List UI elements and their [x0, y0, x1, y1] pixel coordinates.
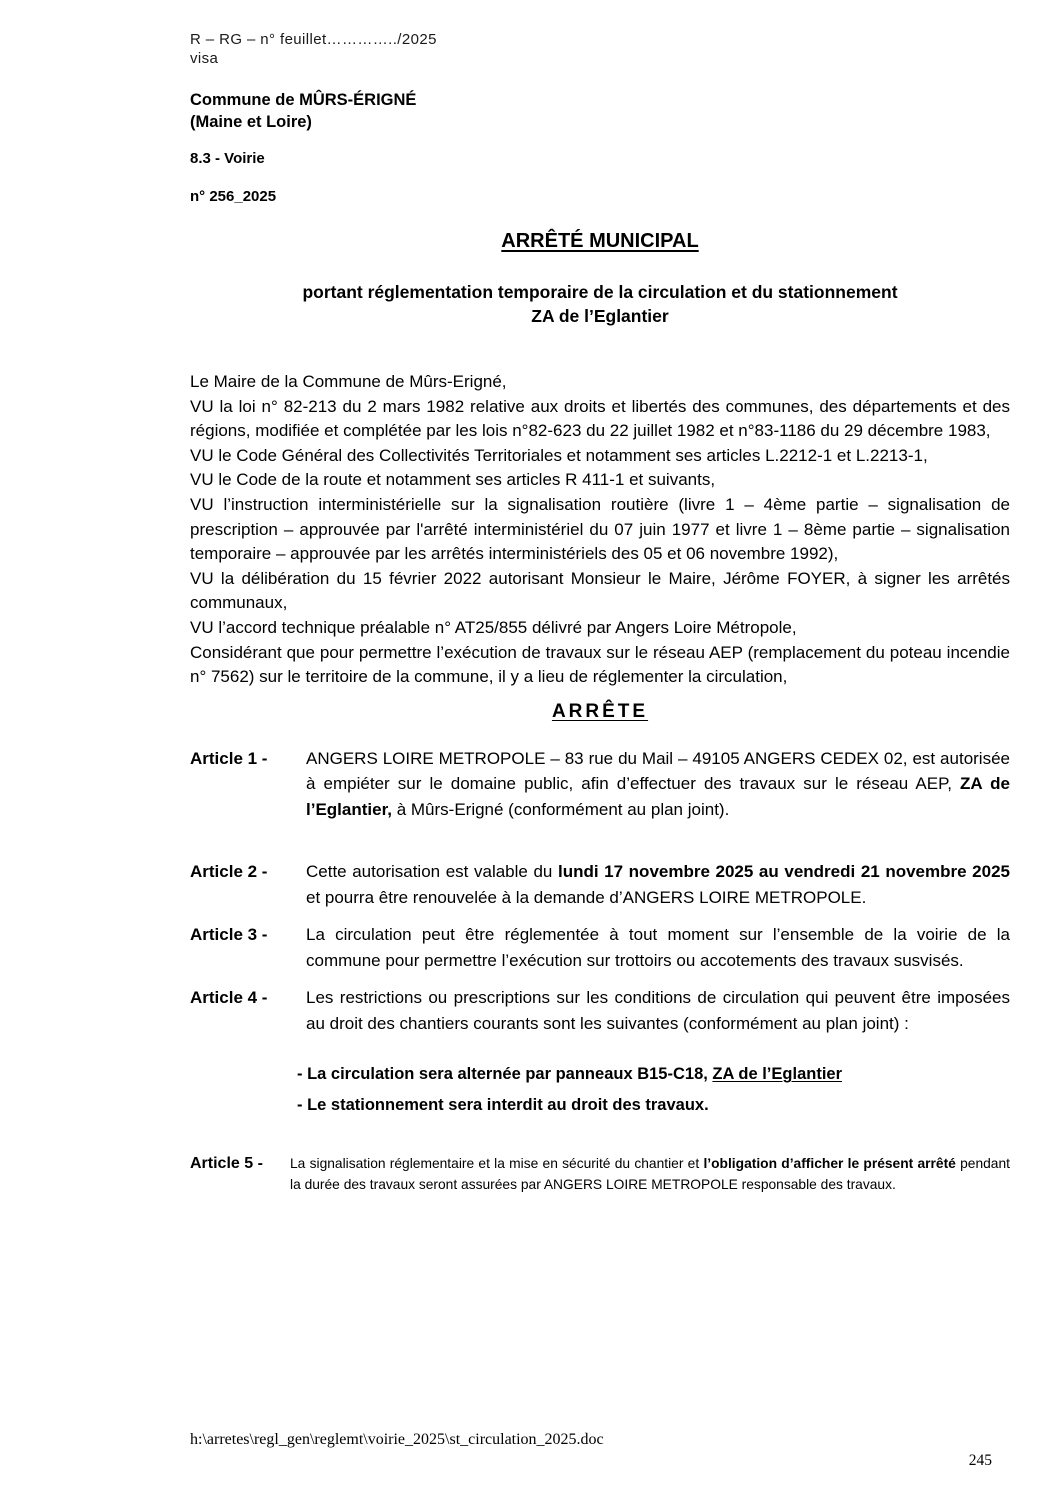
article-2-text: et pourra être renouvelée à la demande d’ANGERS LOIRE METROPOLE. [306, 887, 867, 907]
arrete-heading-text: ARRÊTE [551, 700, 649, 722]
article-4 [190, 985, 1010, 1036]
article-5 [190, 1154, 1010, 1195]
bullet-item-stationnement: - Le stationnement sera interdit au droit des travaux. [297, 1096, 709, 1115]
classification-code: 8.3 - Voirie [190, 150, 265, 167]
preamble-paragraph: VU l’instruction interministérielle sur la signalisation routière (livre 1 – 4ème partie – signalisation de prescription – approuvée par l'arrêté interministériel du 07 juin 1977 et livre 1 – 8ème partie – signalisation temporaire – approuvée par les arrêtés interministériels des 05 et 06 novembre 1992), [190, 494, 1010, 564]
departement-name: (Maine et Loire) [190, 113, 312, 131]
article-3-body [306, 922, 1010, 973]
preamble-paragraph: Considérant que pour permettre l’exécution de travaux sur le réseau AEP (remplacement du poteau incendie n° 7562) sur le territoire de la commune, il y a lieu de réglementer la circulation, [190, 642, 1010, 687]
feuillet-reference-line: R – RG – n° feuillet…………../2025 [190, 31, 437, 48]
article-3 [190, 922, 1010, 973]
commune-name: Commune de MÛRS-ÉRIGNÉ [190, 91, 417, 109]
preamble-section [190, 370, 1010, 690]
bullet-circulation-underlined-text: ZA de l’Eglantier [712, 1065, 842, 1084]
article-2-bold-text: lundi 17 novembre 2025 au vendredi 21 novembre 2025 [557, 862, 1010, 882]
bullet-circulation-text: - La circulation sera alternée par panneaux B15-C18, [297, 1065, 713, 1084]
preamble-paragraph: VU le Code de la route et notamment ses articles R 411-1 et suivants, [190, 470, 716, 490]
article-1-label: Article 1 - [190, 748, 268, 768]
commune-block [190, 89, 1010, 133]
article-3-label: Article 3 - [190, 925, 268, 945]
article-1-body [306, 746, 1010, 823]
article-1-text: à Mûrs-Erigné (conformément au plan joint). [391, 799, 730, 819]
article-3-text: La circulation peut être réglementée à tout moment sur l’ensemble de la voirie de la commune pour permettre l’exécution sur trottoirs ou accotements des travaux susvisés. [306, 925, 1010, 970]
article-2-text: Cette autorisation est valable du [306, 862, 558, 882]
bullet-item-circulation [297, 1063, 1010, 1085]
document-subtitle [190, 280, 1010, 328]
articles-section [190, 746, 1010, 1196]
article-5-text: La signalisation réglementaire et la mise en sécurité du chantier et [290, 1156, 704, 1172]
preamble-paragraph: Le Maire de la Commune de Mûrs-Erigné, [190, 372, 507, 391]
subtitle-line-2: ZA de l’Eglantier [531, 306, 669, 326]
article-1-text: ANGERS LOIRE METROPOLE – 83 rue du Mail – 49105 ANGERS CEDEX 02, est autorisée à empiéter sur le domaine public, afin d’effectuer des travaux sur le réseau AEP, [306, 748, 1010, 794]
article-4-body [306, 985, 1010, 1036]
decree-number: n° 256_2025 [190, 188, 277, 205]
article-5-bold-text: l’obligation d’afficher le présent arrêté [703, 1156, 956, 1172]
preamble-paragraph: VU l’accord technique préalable n° AT25/855 délivré par Angers Loire Métropole, [190, 617, 797, 637]
article-5-body [290, 1154, 1010, 1195]
footer-file-path: h:\arretes\regl_gen\reglemt\voirie_2025\st_circulation_2025.doc [190, 1431, 604, 1448]
page-number: 245 [968, 1452, 992, 1469]
article-2-body [306, 859, 1010, 910]
article-4-label: Article 4 - [190, 988, 268, 1008]
subtitle-line-1: portant réglementation temporaire de la circulation et du stationnement [302, 282, 898, 302]
document-title-text: ARRÊTÉ MUNICIPAL [501, 230, 699, 252]
document-title [190, 230, 1010, 253]
article-5-label: Article 5 - [190, 1155, 263, 1173]
preamble-paragraph: VU le Code Général des Collectivités Territoriales et notamment ses articles L.2212-1 et L.2213-1, [190, 445, 928, 465]
article-1-bold-text: ZA de l’Eglantier, [306, 774, 1010, 819]
article-5-text: pendant la durée des travaux seront assurées par ANGERS LOIRE METROPOLE responsable des travaux. [290, 1156, 1010, 1192]
article-4-text: Les restrictions ou prescriptions sur les conditions de circulation qui peuvent être imposées au droit des chantiers courants sont les suivantes (conformément au plan joint) : [306, 988, 1010, 1033]
article-4-bullet-list [190, 1063, 1010, 1116]
visa-line: visa [190, 50, 219, 67]
preamble-paragraph: VU la loi n° 82-213 du 2 mars 1982 relative aux droits et libertés des communes, des départements et des régions, modifiée et complétée par les lois n°82-623 du 22 juillet 1982 et n°83-1186 du 29 décembre 1983, [190, 396, 1010, 441]
arrete-heading [190, 701, 1010, 723]
article-1 [190, 746, 1010, 823]
article-2-label: Article 2 - [190, 862, 268, 882]
preamble-paragraph: VU la délibération du 15 février 2022 autorisant Monsieur le Maire, Jérôme FOYER, à signer les arrêtés communaux, [190, 568, 1010, 613]
article-2 [190, 859, 1010, 910]
header-reference-block [190, 30, 1010, 68]
